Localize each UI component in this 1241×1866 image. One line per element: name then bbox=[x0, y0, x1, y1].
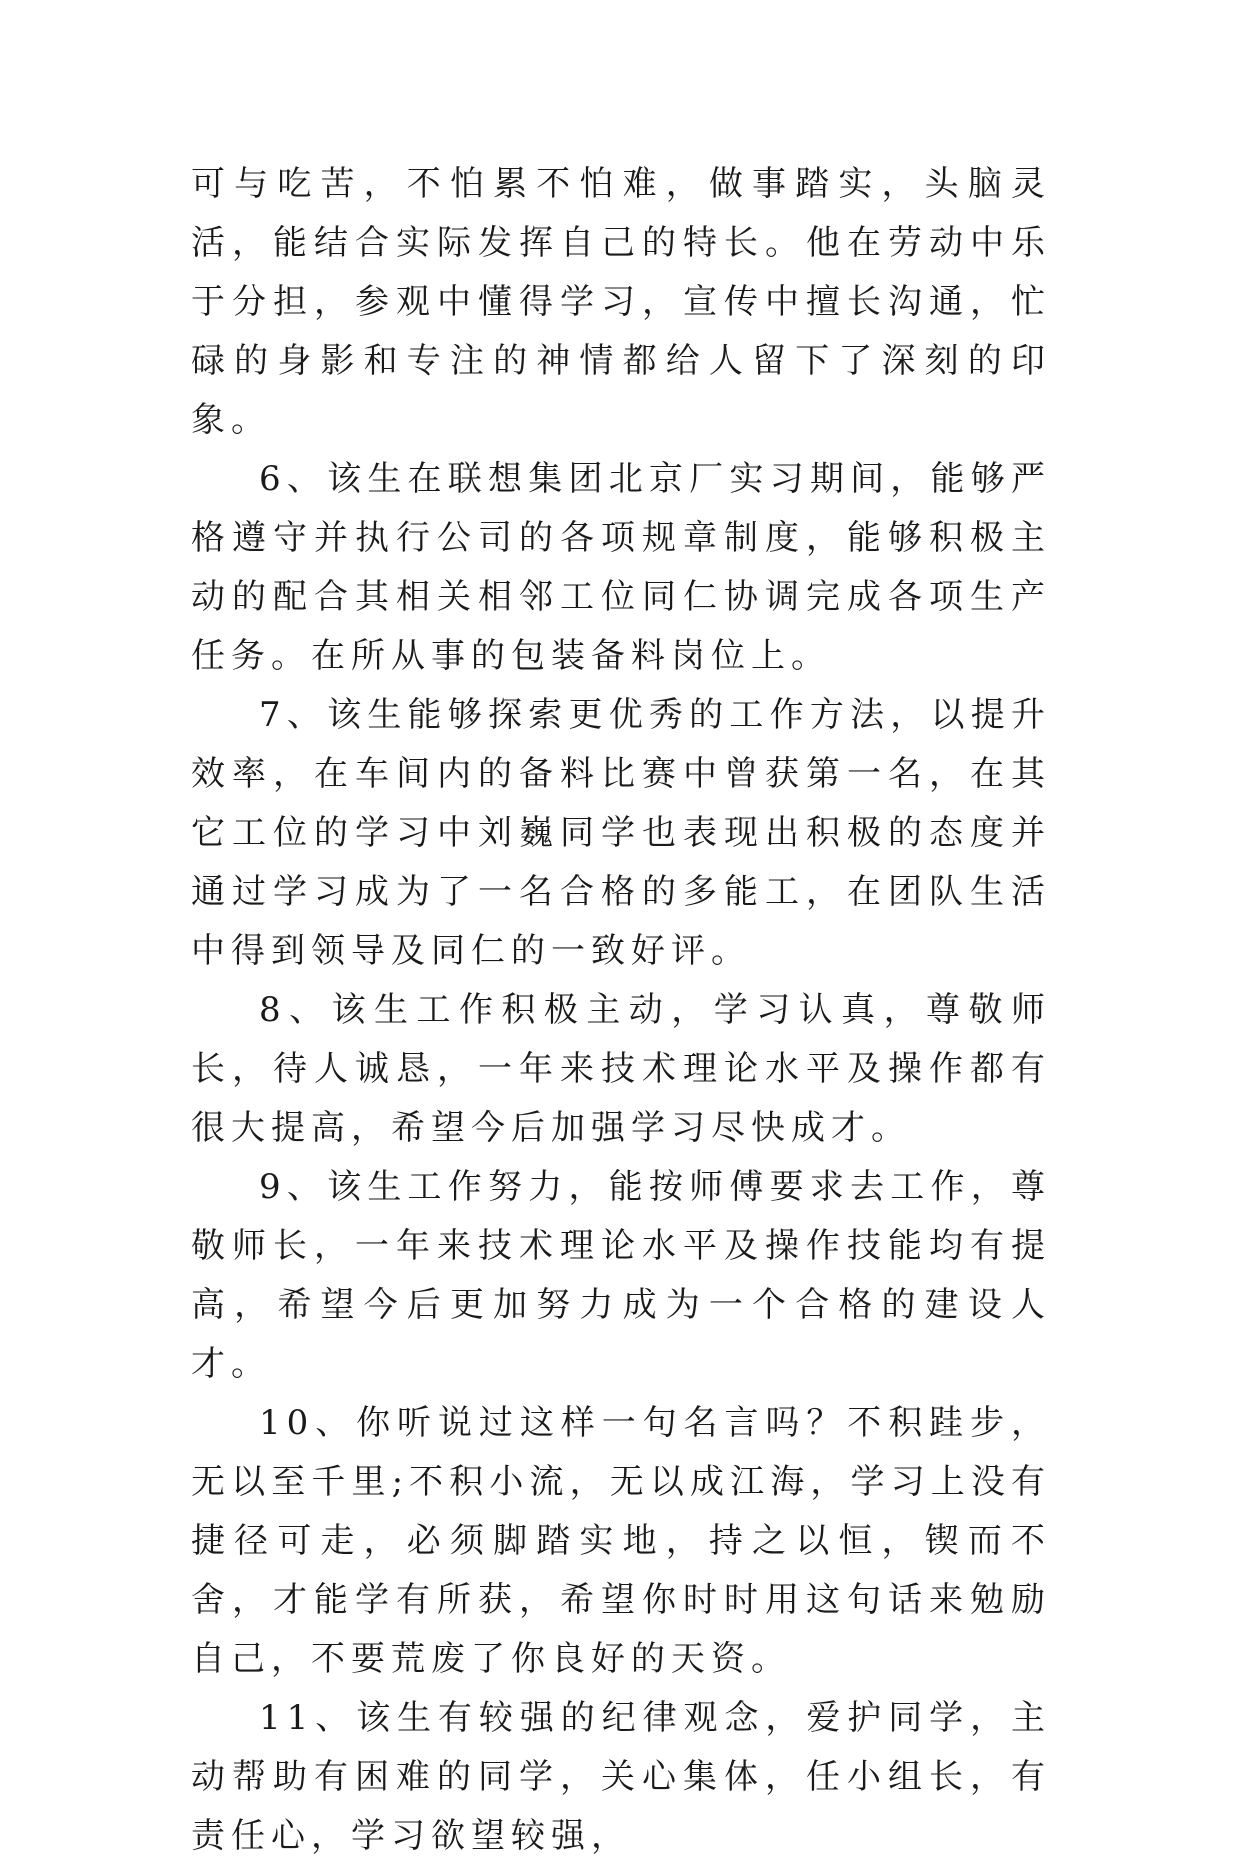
paragraph-8: 8、该生工作积极主动，学习认真，尊敬师长，待人诚恳，一年来技术理论水平及操作都有很大提高，希望今后加强学习尽快成才。 bbox=[191, 990, 1051, 1148]
document-body bbox=[191, 155, 1051, 1866]
paragraph-9: 9、该生工作努力，能按师傅要求去工作，尊敬师长，一年来技术理论水平及操作技能均有提高，希望今后更加努力成为一个合格的建设人才。 bbox=[191, 1167, 1051, 1384]
paragraph-continued: 可与吃苦，不怕累不怕难，做事踏实，头脑灵活，能结合实际发挥自己的特长。他在劳动中乐于分担，参观中懂得学习，宣传中擅长沟通，忙碌的身影和专注的神情都给人留下了深刻的印象。 bbox=[191, 164, 1051, 440]
paragraph-10: 10、你听说过这样一句名言吗？不积跬步，无以至千里;不积小流，无以成江海，学习上没有捷径可走，必须脚踏实地，持之以恒，锲而不舍，才能学有所获，希望你时时用这句话来勉励自己，不要荒废了你良好的天资。 bbox=[191, 1403, 1051, 1679]
paragraph-6: 6、该生在联想集团北京厂实习期间，能够严格遵守并执行公司的各项规章制度，能够积极主动的配合其相关相邻工位同仁协调完成各项生产任务。在所从事的包装备料岗位上。 bbox=[191, 459, 1051, 676]
paragraph-7: 7、该生能够探索更优秀的工作方法，以提升效率，在车间内的备料比赛中曾获第一名，在其它工位的学习中刘巍同学也表现出积极的态度并通过学习成为了一名合格的多能工，在团队生活中得到领导及同仁的一致好评。 bbox=[191, 695, 1051, 971]
paragraph-11: 11、该生有较强的纪律观念，爱护同学，主动帮助有困难的同学，关心集体，任小组长，有责任心，学习欲望较强， bbox=[191, 1698, 1051, 1856]
